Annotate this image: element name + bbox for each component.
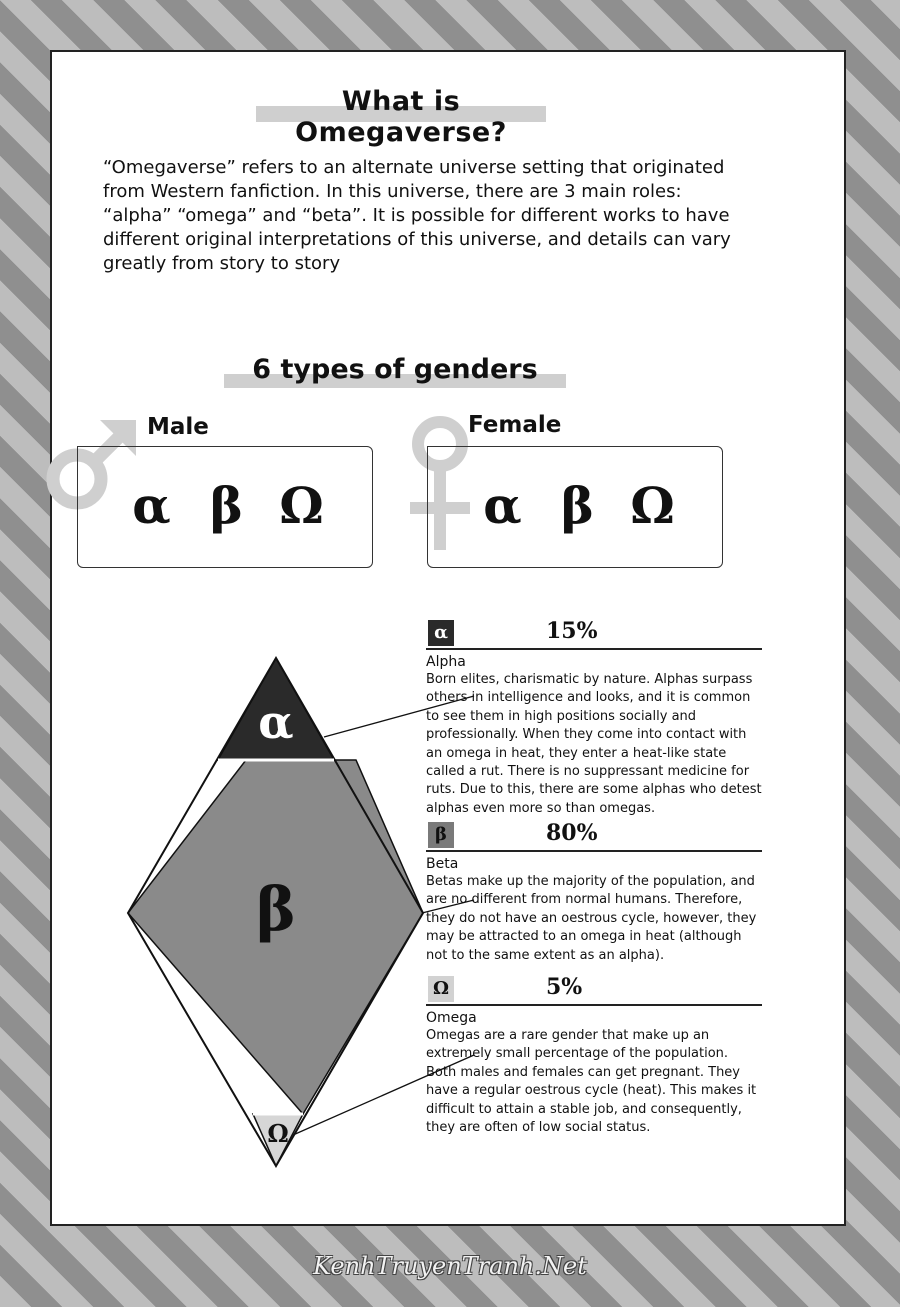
alpha-description: Born elites, charismatic by nature. Alphas surpass others in intelligence and looks, and it is common to see them in high positions socially and professionally. When they come into contact with an omega in heat, they enter a heat-like state called a rut. There is no suppressant medicine for ruts. Due to this, there are some alphas who detest alphas even more so than omegas. xyxy=(426,672,762,816)
alpha-name: Alpha xyxy=(426,654,466,670)
genders-heading xyxy=(224,354,566,390)
male-omega-symbol: Ω xyxy=(279,476,324,535)
watermark: KenhTruyenTranh.Net xyxy=(313,1252,587,1280)
male-symbols xyxy=(114,476,339,535)
alpha-header xyxy=(426,620,762,650)
male-alpha-symbol: α xyxy=(132,476,171,535)
male-beta-symbol: β xyxy=(209,476,244,535)
beta-badge: β xyxy=(428,822,454,848)
female-omega-symbol: Ω xyxy=(630,476,675,535)
omega-header xyxy=(426,976,762,1006)
beta-percent: 80% xyxy=(546,820,598,846)
female-label: Female xyxy=(468,412,562,438)
page-title-text: What is Omegaverse? xyxy=(295,86,507,148)
female-symbols xyxy=(465,476,690,535)
page-title xyxy=(256,86,546,148)
diamond-omega-symbol: Ω xyxy=(267,1119,289,1148)
beta-header xyxy=(426,822,762,852)
beta-info xyxy=(426,822,762,965)
female-beta-symbol: β xyxy=(560,476,595,535)
intro-paragraph: “Omegaverse” refers to an alternate universe setting that originated from Western fanfiction. In this universe, there are 3 main roles: “alpha” “omega” and “beta”. It is possible for different works to have different original interpretations of this universe, and details can vary greatly from story to story xyxy=(103,157,731,274)
omega-name: Omega xyxy=(426,1010,477,1026)
male-label: Male xyxy=(147,414,209,440)
genders-heading-text: 6 types of genders xyxy=(252,354,538,385)
alpha-percent: 15% xyxy=(546,618,598,644)
omega-description: Omegas are a rare gender that make up an extremely small percentage of the population. Both males and females can get pregnant. They have a regular oestrous cycle (heat). This makes it difficult to attain a stable job, and consequently, they are often of low social status. xyxy=(426,1028,757,1136)
beta-description: Betas make up the majority of the population, and are no different from normal humans. Therefore, they do not have an oestrous cycle, however, they may be attracted to an omega in heat (although not to the same extent as an alpha). xyxy=(426,874,757,963)
omega-percent: 5% xyxy=(546,974,583,1000)
female-alpha-symbol: α xyxy=(483,476,522,535)
beta-name: Beta xyxy=(426,856,459,872)
omega-badge: Ω xyxy=(428,976,454,1002)
diamond-alpha-symbol: α xyxy=(258,695,294,749)
alpha-info xyxy=(426,620,762,818)
diamond-beta-symbol: β xyxy=(256,875,296,945)
omega-info xyxy=(426,976,762,1137)
alpha-badge: α xyxy=(428,620,454,646)
